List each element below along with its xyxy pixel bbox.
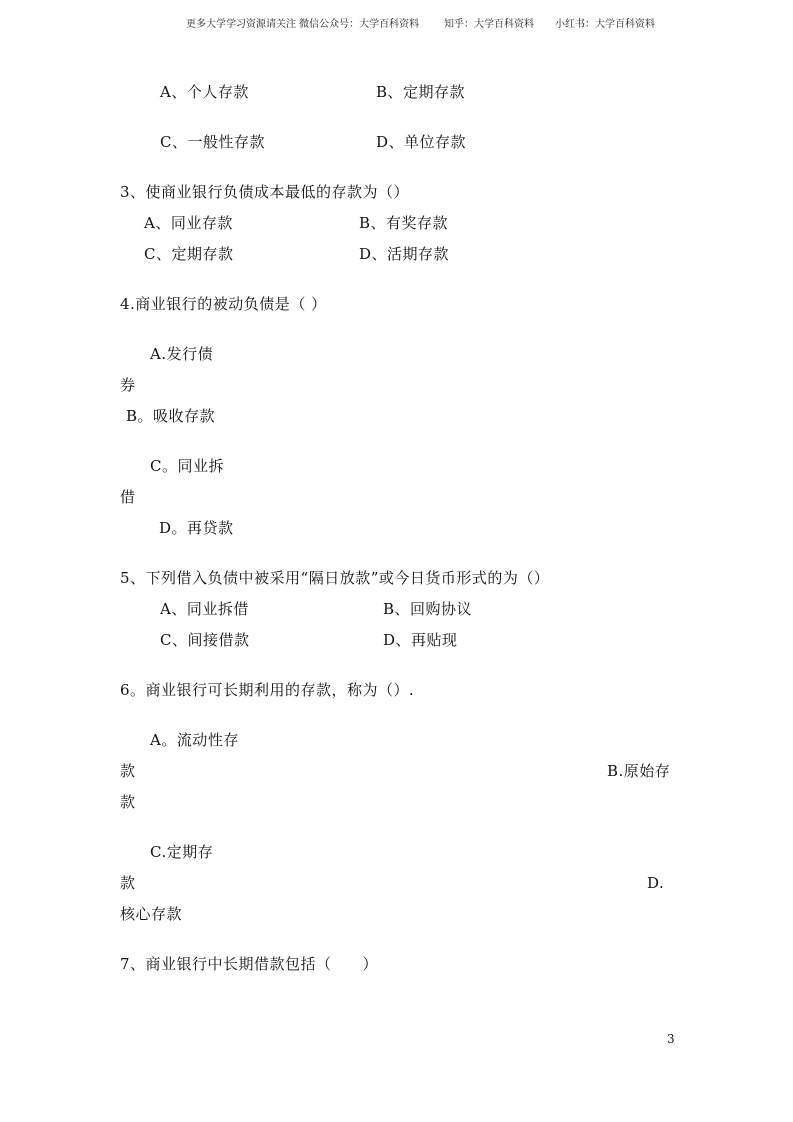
q4-stem: 4.商业银行的被动负债是（ ） [120, 295, 327, 313]
q2-option-a: A、个人存款 [160, 83, 249, 101]
q5-stem: 5、下列借入负债中被采用“隔日放款”或今日货币形式的为（） [120, 569, 550, 587]
q6-option-d-line1: D. [647, 874, 665, 892]
q2-option-d: D、单位存款 [376, 133, 467, 151]
q5-option-b: B、回购协议 [383, 600, 473, 618]
q3-stem: 3、使商业银行负债成本最低的存款为（） [120, 183, 410, 201]
q6-option-b-line2: 款 [120, 793, 136, 811]
q6-option-d-line2: 核心存款 [120, 905, 183, 923]
q7-stem: 7、商业银行中长期借款包括（ ） [120, 955, 379, 973]
header-wechat-notice: 更多大学学习资源请关注 微信公众号：大学百科资料 [186, 19, 420, 30]
header-zhihu-notice: 知乎：大学百科资料 [444, 19, 534, 30]
q4-option-b: B。吸收存款 [126, 407, 216, 425]
q6-option-c-line2: 款 [120, 874, 136, 892]
q6-option-b-line1: B.原始存 [607, 762, 671, 780]
page-number: 3 [667, 1032, 675, 1046]
q5-option-d: D、再贴现 [383, 631, 458, 649]
q4-option-d: D。再贷款 [159, 519, 234, 537]
q3-option-a: A、同业存款 [144, 214, 233, 232]
q3-option-b: B、有奖存款 [359, 214, 449, 232]
q4-option-a-line2: 券 [120, 376, 136, 394]
q2-option-b: B、定期存款 [376, 83, 466, 101]
q4-option-c-line1: C。同业拆 [150, 457, 224, 475]
q4-option-a-line1: A.发行债 [150, 345, 214, 363]
q5-option-a: A、同业拆借 [160, 600, 249, 618]
q6-option-a-line2: 款 [120, 762, 136, 780]
q4-option-c-line2: 借 [120, 488, 136, 506]
q2-option-c: C、一般性存款 [160, 133, 265, 151]
header-xiaohongshu-notice: 小红书：大学百科资料 [555, 19, 655, 30]
q3-option-d: D、活期存款 [359, 245, 450, 263]
q6-option-a-line1: A。流动性存 [150, 731, 239, 749]
q6-stem: 6。商业银行可长期利用的存款，称为（）. [120, 681, 415, 699]
q3-option-c: C、定期存款 [144, 245, 234, 263]
q6-option-c-line1: C.定期存 [150, 843, 214, 861]
q5-option-c: C、间接借款 [160, 631, 250, 649]
